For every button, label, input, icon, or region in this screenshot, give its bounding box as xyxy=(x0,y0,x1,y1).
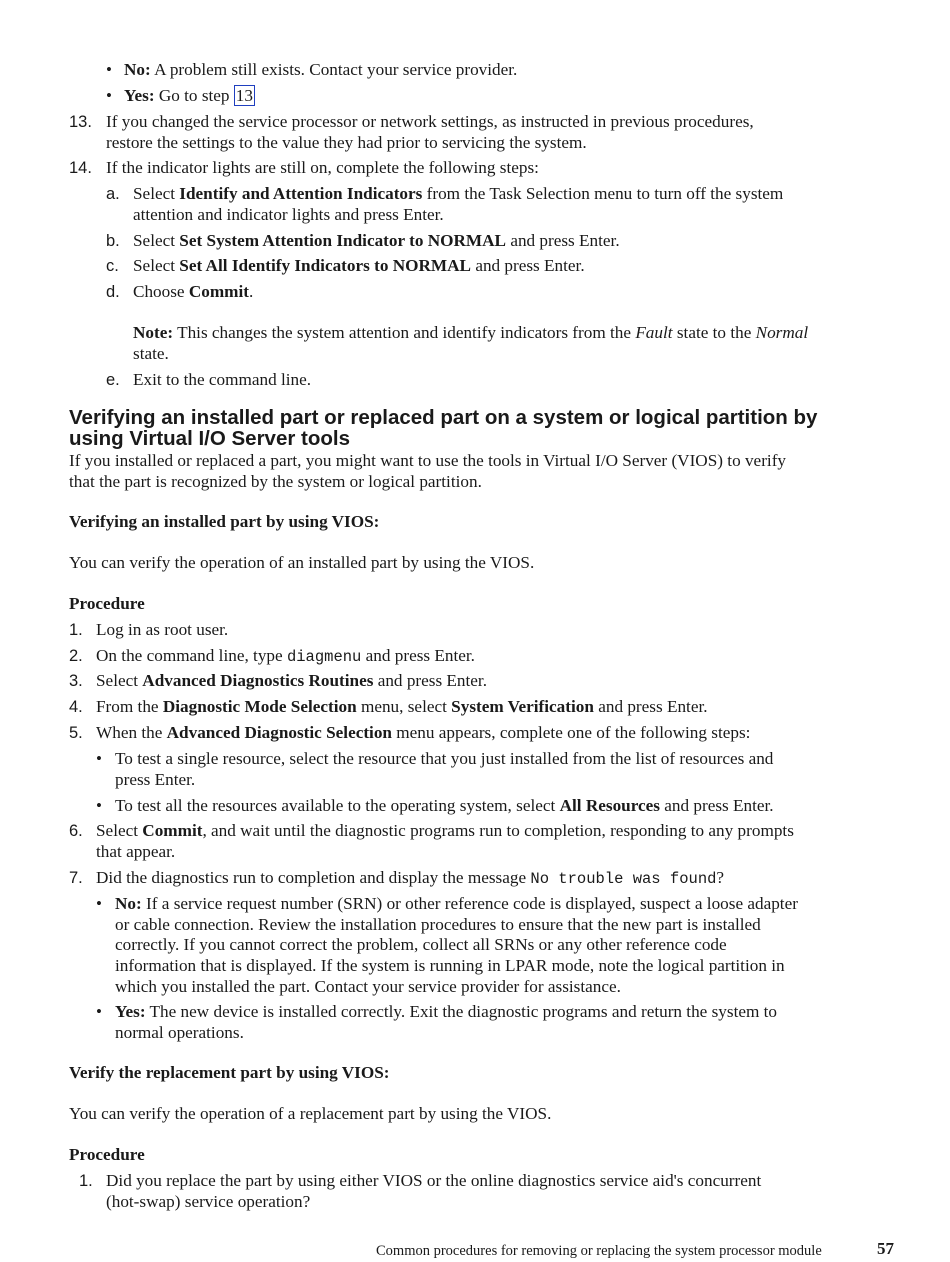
step-13-line2: restore the settings to the value they had prior to servicing the system. xyxy=(106,133,587,152)
inst-step-7-yes-line1: Yes: The new device is installed correctly. Exit the diagnostic programs and return the system to xyxy=(115,1002,778,1021)
inst-step-5-bullet2: To test all the resources available to the operating system, select All Resources and press Enter. xyxy=(115,796,774,815)
inst-step-5-bullet1-line2: press Enter. xyxy=(115,770,196,789)
sub-c-label: c. xyxy=(106,257,119,275)
replacement-heading: Verify the replacement part by using VIOS: xyxy=(69,1063,390,1082)
step-14-number: 14. xyxy=(69,159,92,177)
note-line2: state. xyxy=(133,344,169,363)
replacement-procedure-heading: Procedure xyxy=(69,1145,145,1164)
repl-step-1-line2: (hot-swap) service operation? xyxy=(106,1192,311,1211)
inst-step-2-text: On the command line, type diagmenu and press Enter. xyxy=(96,646,475,666)
yes-label: Yes: xyxy=(124,86,155,105)
step-14-text: If the indicator lights are still on, complete the following steps: xyxy=(106,158,539,177)
note-label: Note: xyxy=(133,323,174,342)
step-13-line1: If you changed the service processor or network settings, as instructed in previous procedures, xyxy=(106,112,754,131)
inst-step-7-no-line2: or cable connection. Review the installation procedures to ensure that the new part is installed xyxy=(115,915,761,934)
bullet-glyph: • xyxy=(96,796,102,815)
inst-step-1-number: 1. xyxy=(69,621,83,639)
inst-step-7-yes-line2: normal operations. xyxy=(115,1023,244,1042)
inst-step-5-text: When the Advanced Diagnostic Selection menu appears, complete one of the following steps: xyxy=(96,723,751,742)
installed-heading: Verifying an installed part by using VIOS: xyxy=(69,512,380,531)
no-label: No: xyxy=(124,60,151,79)
inst-step-6-number: 6. xyxy=(69,822,83,840)
bullet-glyph: • xyxy=(96,894,102,913)
sub-d-label: d. xyxy=(106,283,120,301)
inst-step-7-no-line5: which you installed the part. Contact your service provider for assistance. xyxy=(115,977,621,996)
bullet-glyph: • xyxy=(106,86,112,105)
section-title-line2: using Virtual I/O Server tools xyxy=(69,427,351,450)
section-title-line1: Verifying an installed part or replaced part on a system or logical partition by xyxy=(69,406,818,429)
diagmenu-code: diagmenu xyxy=(286,648,362,666)
inst-step-4-text: From the Diagnostic Mode Selection menu, select System Verification and press Enter. xyxy=(96,697,708,716)
inst-step-3-number: 3. xyxy=(69,672,83,690)
sub-e-text: Exit to the command line. xyxy=(133,370,312,389)
identify-attention-indicators: Identify and Attention Indicators xyxy=(179,184,423,203)
inst-step-7-no-line1: No: If a service request number (SRN) or other reference code is displayed, suspect a loose adapter xyxy=(115,894,798,913)
inst-step-2-number: 2. xyxy=(69,647,83,665)
page-number: 57 xyxy=(877,1239,894,1258)
footer-text: Common procedures for removing or replacing the system processor module xyxy=(376,1243,822,1259)
sub-a-line1: Select Identify and Attention Indicators from the Task Selection menu to turn off the system xyxy=(133,184,784,203)
note-line1: Note: This changes the system attention and identify indicators from the Fault state to the Normal xyxy=(133,323,809,342)
inst-step-4-number: 4. xyxy=(69,698,83,716)
inst-step-5-bullet1-line1: To test a single resource, select the resource that you just installed from the list of resources and xyxy=(115,749,774,768)
no-text: A problem still exists. Contact your service provider. xyxy=(150,60,518,79)
replacement-intro: You can verify the operation of a replacement part by using the VIOS. xyxy=(69,1104,552,1123)
sub-a-label: a. xyxy=(106,185,120,203)
step-13-link[interactable]: 13 xyxy=(235,86,253,105)
inst-step-7-no-line3: correctly. If you cannot correct the problem, collect all SRNs or any other reference code xyxy=(115,935,727,954)
bullet-glyph: • xyxy=(106,60,112,79)
repl-step-1-line1: Did you replace the part by using either VIOS or the online diagnostics service aid's concurrent xyxy=(106,1171,762,1190)
inst-step-7-no-line4: information that is displayed. If the system is running in LPAR mode, note the logical partition in xyxy=(115,956,785,975)
step-13-number: 13. xyxy=(69,113,92,131)
sub-d-text: Choose Commit. xyxy=(133,282,254,301)
inst-step-6-line2: that appear. xyxy=(96,842,176,861)
sub-e-label: e. xyxy=(106,371,120,389)
bullet-no xyxy=(106,60,112,81)
inst-step-3-text: Select Advanced Diagnostics Routines and press Enter. xyxy=(96,671,488,690)
installed-procedure-heading: Procedure xyxy=(69,594,145,613)
no-trouble-code: No trouble was found xyxy=(530,870,717,888)
bullet-glyph: • xyxy=(96,1002,102,1021)
bullet-yes-text xyxy=(124,86,255,107)
inst-step-7-text: Did the diagnostics run to completion and display the message No trouble was found? xyxy=(96,868,725,888)
installed-intro: You can verify the operation of an installed part by using the VIOS. xyxy=(69,553,535,572)
inst-step-7-number: 7. xyxy=(69,869,83,887)
section-intro-line1: If you installed or replaced a part, you might want to use the tools in Virtual I/O Server (VIOS) to verify xyxy=(69,451,787,470)
sub-a-line2: attention and indicator lights and press Enter. xyxy=(133,205,444,224)
bullet-no-text xyxy=(124,60,517,81)
sub-b-text: Select Set System Attention Indicator to NORMAL and press Enter. xyxy=(133,231,620,250)
sub-c-text: Select Set All Identify Indicators to NORMAL and press Enter. xyxy=(133,256,585,275)
yes-text: Go to step xyxy=(154,86,234,105)
inst-step-1-text: Log in as root user. xyxy=(96,620,229,639)
section-intro-line2: that the part is recognized by the system or logical partition. xyxy=(69,472,482,491)
inst-step-6-line1: Select Commit, and wait until the diagnostic programs run to completion, responding to any prompts xyxy=(96,821,794,840)
sub-b-label: b. xyxy=(106,232,120,250)
bullet-yes xyxy=(106,86,112,107)
bullet-glyph: • xyxy=(96,749,102,768)
repl-step-1-number: 1. xyxy=(79,1172,93,1190)
inst-step-5-number: 5. xyxy=(69,724,83,742)
